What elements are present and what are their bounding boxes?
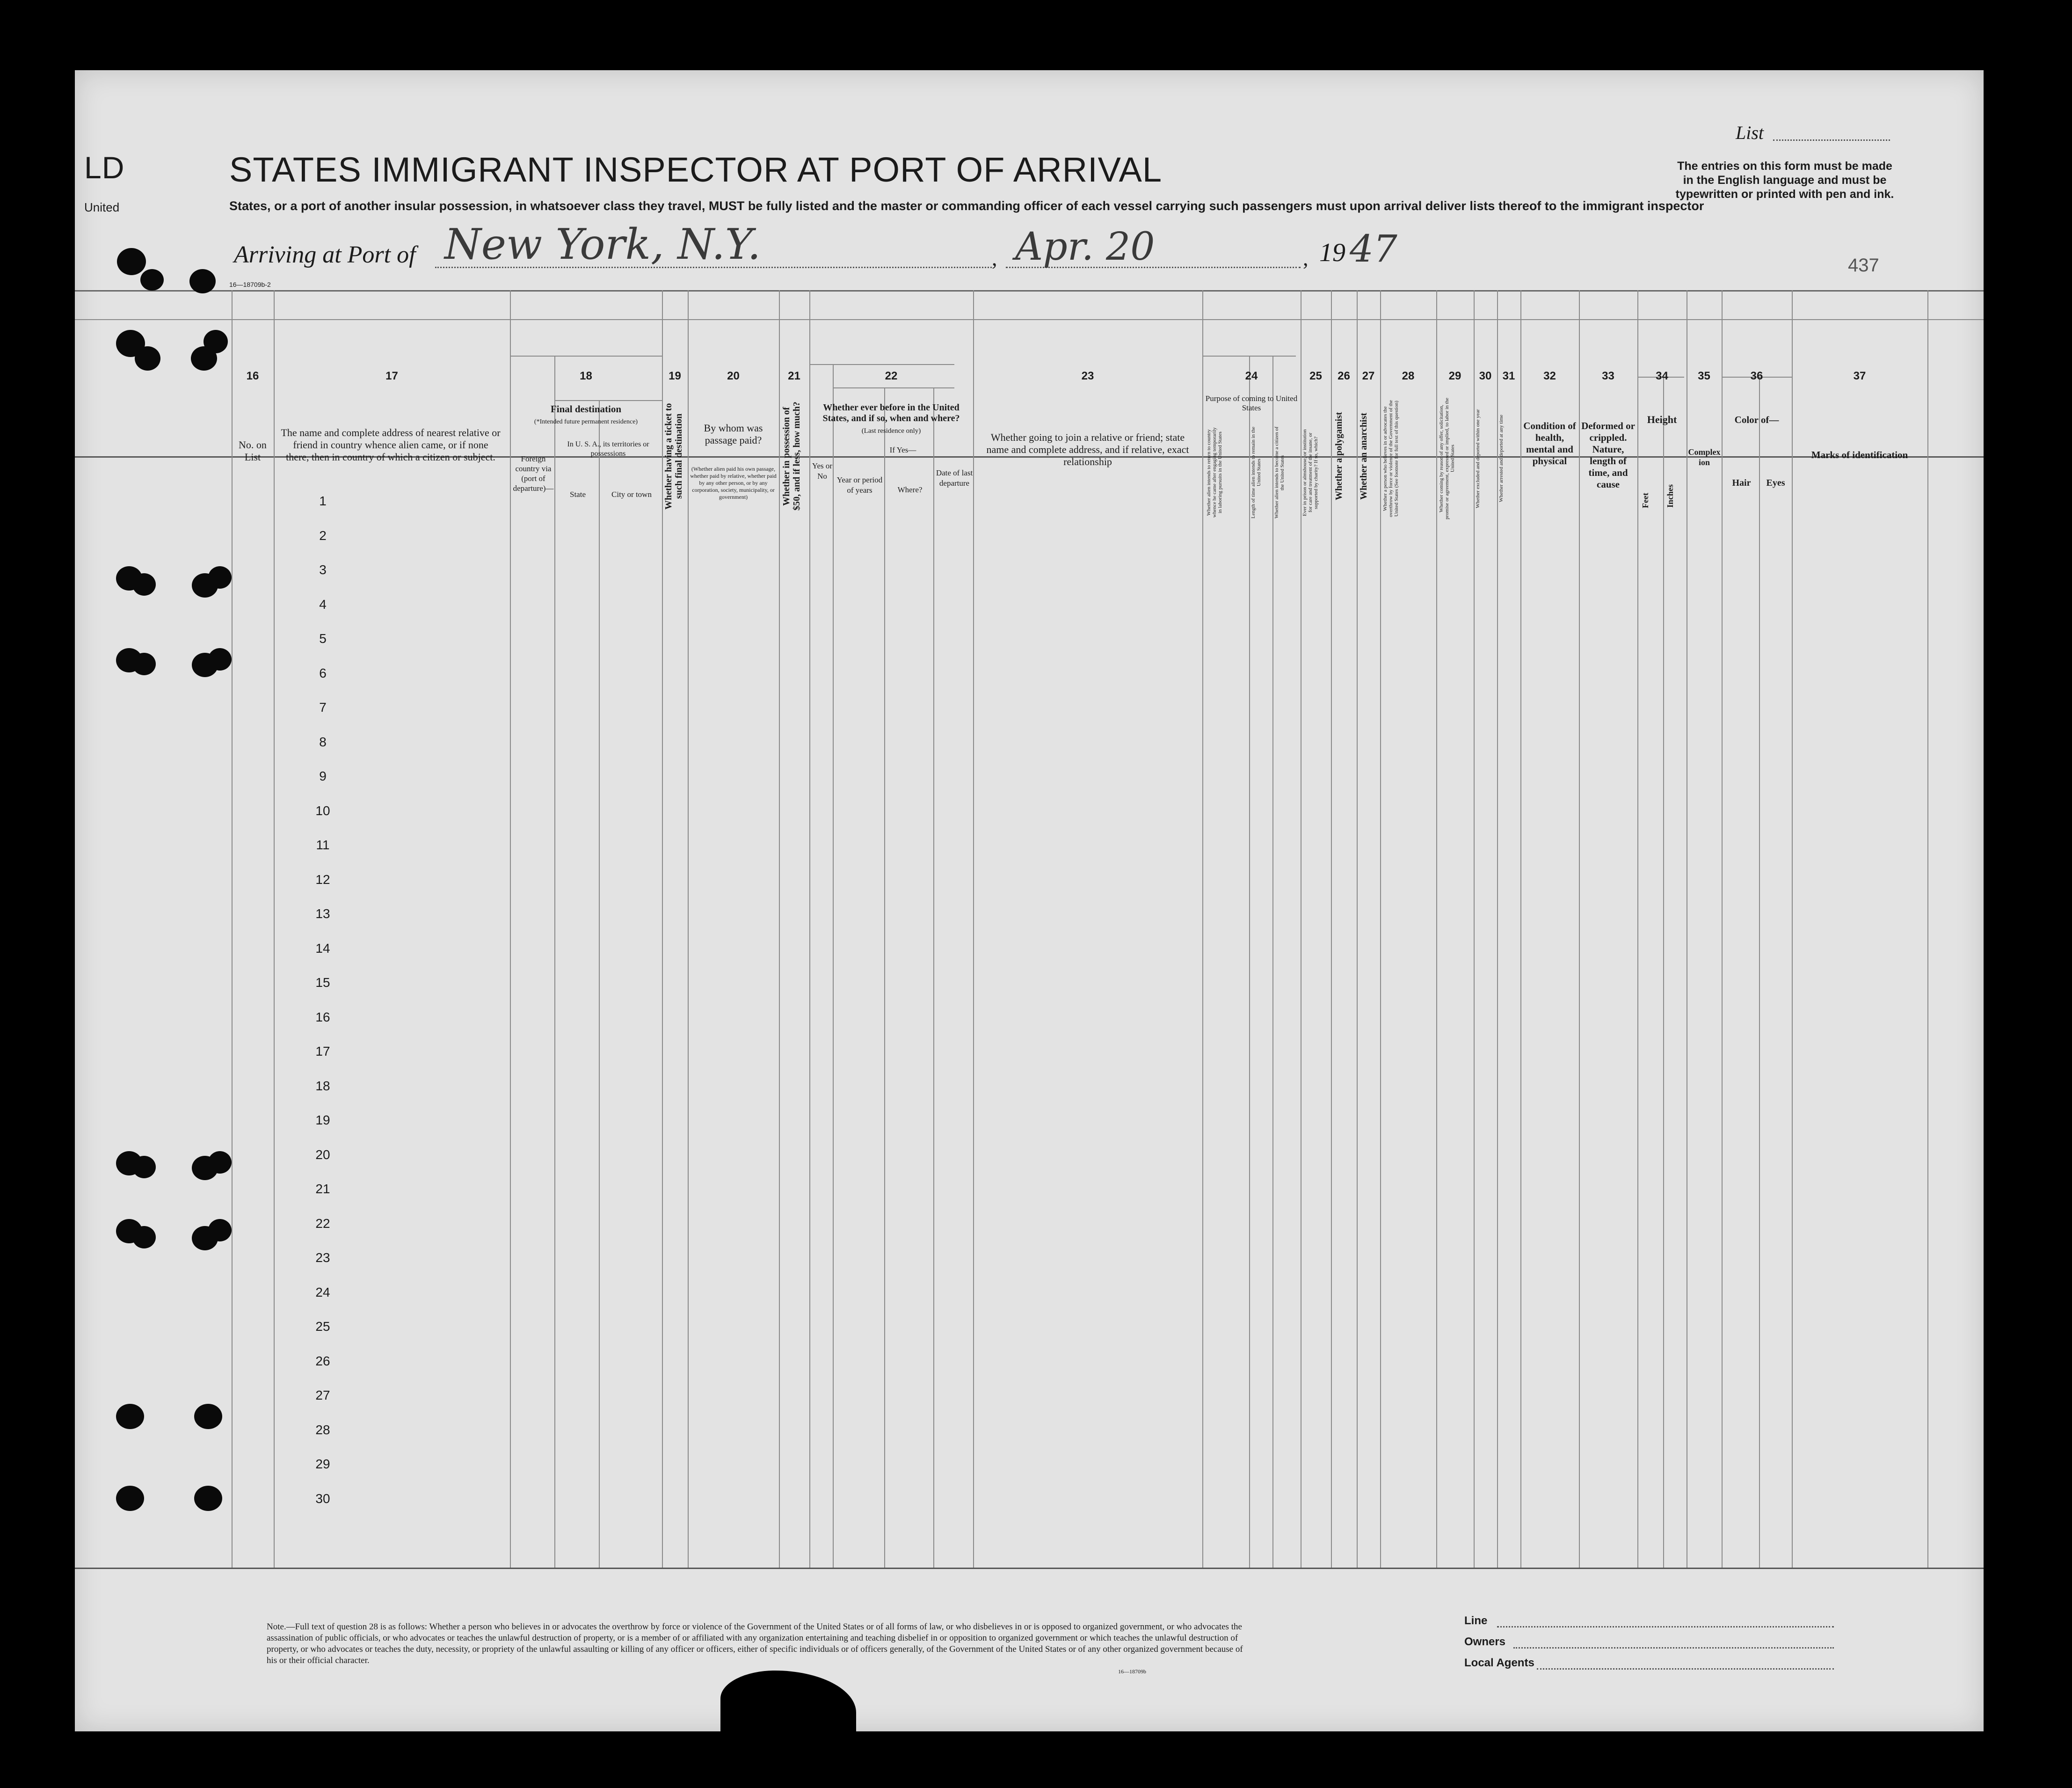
col-35-header: Complexion [1688, 447, 1721, 467]
row-number: 8 [319, 734, 327, 749]
col-18-foreign: Foreign country via (port of departure)— [513, 454, 554, 493]
col-20-header: By whom was passage paid? [704, 422, 763, 446]
col-18-usa: In U. S. A., its territories or possessions [567, 440, 649, 458]
row-number: 18 [315, 1078, 330, 1093]
col-33-header: Deformed or crippled. Nature, length of time, and cause [1581, 420, 1635, 490]
col-border [1357, 290, 1358, 1568]
col-25-header: Ever in prison or almshouse, or institution for care and treatment of the insane, or supported by charity? If so, which? [1302, 429, 1319, 516]
row-number: 1 [319, 494, 327, 508]
col-border [1497, 290, 1498, 1568]
col-16-header: No. on List [239, 439, 267, 463]
row-number: 25 [315, 1319, 330, 1334]
colnum-37: 37 [1853, 370, 1866, 382]
row-number: 13 [315, 906, 330, 921]
col-34-feet: Feet [1641, 493, 1650, 509]
row-number: 22 [315, 1216, 330, 1231]
line-field [1497, 1626, 1834, 1627]
final-dest-rule [510, 356, 662, 357]
col-border [1436, 290, 1437, 1568]
row-number: 16 [315, 1009, 330, 1024]
punch-hole [116, 1486, 144, 1511]
punch-hole [135, 346, 160, 371]
date-handwritten: Apr. 20 [1015, 225, 1155, 269]
usa-rule [554, 400, 662, 401]
punch-hole [208, 1151, 232, 1174]
row-number: 3 [319, 562, 327, 577]
punch-hole [189, 269, 216, 293]
col-border [1272, 356, 1273, 1568]
col-border [1927, 290, 1928, 1568]
col-border [1249, 356, 1250, 1568]
owners-field [1513, 1647, 1834, 1649]
row-number: 24 [315, 1284, 330, 1299]
colnum-20: 20 [727, 370, 740, 382]
col-36-hair: Hair [1732, 478, 1751, 488]
header-left-fragment-2: United [84, 200, 120, 214]
col-34-header: Height [1647, 414, 1677, 425]
col-border [599, 400, 600, 1568]
col-border [688, 290, 689, 1568]
col-border [1331, 290, 1332, 1568]
colnum-17: 17 [385, 370, 398, 382]
punch-hole [194, 1404, 222, 1429]
col-24-sub-c: Whether alien intends to become a citizen of the United States [1274, 426, 1285, 519]
col-18-state: State [570, 490, 586, 499]
header-left-fragment: LD [84, 150, 125, 185]
colnum-36: 36 [1750, 370, 1763, 382]
colnum-16: 16 [246, 370, 259, 382]
col-22-ifyes: If Yes— [889, 445, 916, 454]
col-17-header: The name and complete address of nearest relative or friend in country whence alien came, or if none there, then in country of which a citizen or subject. [281, 427, 501, 463]
arriving-label: Arriving at Port of [234, 241, 416, 268]
col-22-departure: Date of last departure [936, 468, 973, 488]
punch-hole [132, 653, 156, 675]
row-number: 4 [319, 597, 327, 612]
col-27-header: Whether an anarchist [1359, 413, 1369, 500]
col-24-sub-b: Length of time alien intends to remain in the United States [1250, 426, 1262, 519]
col-18-note: (*Intended future permanent residence) [534, 418, 638, 425]
list-number-line [1773, 139, 1890, 141]
row-number: 11 [316, 838, 330, 852]
punch-hole [204, 330, 228, 353]
col-border [779, 290, 780, 1568]
colnum-27: 27 [1362, 370, 1375, 382]
row-number: 23 [315, 1250, 330, 1265]
agents-field [1537, 1668, 1834, 1670]
manifest-page [75, 70, 1984, 1731]
col-22-yesno: Yes or No [812, 461, 833, 481]
col-22-year: Year or period of years [836, 475, 883, 495]
row-number: 6 [319, 665, 327, 680]
line-label: Line [1464, 1614, 1488, 1627]
punch-hole [132, 1226, 156, 1248]
col-24-header: Purpose of coming to United States [1205, 394, 1298, 412]
colnum-19: 19 [669, 370, 681, 382]
colnum-35: 35 [1698, 370, 1710, 382]
row-number: 9 [319, 769, 327, 783]
footnote: Note.—Full text of question 28 is as follows: Whether a person who believes in or advocates the overthrow by force or violence of the Government of the United States or of all forms of law, or who disbelieves in or is opposed to organized government, or who advocates the assassination of public officials, or who advocates or teaches the unlawful destruction of property, or is a member of or affiliated with any organization entertaining and teaching disbelief in or opposition to organized government or which teaches the unlawful destruction of property, or who advocates or teaches the duty, necessity, or propriety of the unlawful assaulting or killing of any officer or officers, either of specific individuals or of officers generally, of the Government of the United States or of any other organized government because of his or their official character. [267, 1622, 1243, 1665]
row-number: 26 [315, 1353, 330, 1368]
col-19-header: Whether having a ticket to such final destination [663, 403, 684, 510]
colnum-28: 28 [1402, 370, 1415, 382]
list-label: List [1736, 122, 1764, 143]
col-border [1579, 290, 1580, 1568]
colnum-24: 24 [1245, 370, 1258, 382]
row-number: 28 [315, 1422, 330, 1437]
col-36-header: Color of— [1734, 414, 1779, 425]
row-number: 19 [315, 1113, 330, 1127]
col-30-header: Whether excluded and deported within one year [1475, 409, 1481, 508]
punch-hole [194, 1486, 222, 1511]
col-37-header: Marks of identification [1811, 449, 1908, 460]
year-prefix: 19 [1319, 238, 1345, 267]
row-number: 2 [319, 528, 327, 543]
form-code: 16—18709b-2 [229, 281, 271, 288]
row-number: 29 [315, 1457, 330, 1471]
punch-hole [208, 648, 232, 671]
col-31-header: Whether arrested and deported at any time [1498, 415, 1504, 503]
row-number: 21 [315, 1182, 330, 1196]
colnum-29: 29 [1448, 370, 1461, 382]
punch-hole [208, 1219, 232, 1241]
punch-hole [132, 1156, 156, 1178]
page-subtitle: States, or a port of another insular possession, in whatsoever class they travel, MUST be fully listed and the master or commanding officer of each vessel carrying such passengers must upon arrival deliver lists thereof to the immigrant inspector [229, 199, 1704, 213]
col-border [662, 290, 663, 1568]
col-32-header: Condition of health, mental and physical [1523, 420, 1576, 467]
table-top-rule [75, 290, 1984, 292]
colnum-31: 31 [1502, 370, 1515, 382]
instructions: The entries on this form must be made in the English language and must be typewritten or printed with pen and ink. [1675, 160, 1894, 201]
col-22-note: (Last residence only) [861, 427, 921, 435]
col-26-header: Whether a polygamist [1334, 412, 1344, 501]
colnum-21: 21 [788, 370, 800, 382]
col-border [973, 290, 974, 1568]
col-23-header: Whether going to join a relative or friend; state name and complete address, and if relative, exact relationship [986, 431, 1189, 467]
col-border [833, 364, 834, 1568]
colnum-32: 32 [1543, 370, 1556, 382]
footnote-code: 16—18709b [1118, 1668, 1146, 1675]
row-number: 30 [315, 1491, 330, 1506]
col-34-inches: Inches [1665, 484, 1675, 508]
col-18-header: Final destination [550, 403, 622, 415]
col-border [232, 290, 233, 1568]
col-border [884, 387, 885, 1568]
col-border [809, 290, 810, 1568]
col-border [1663, 377, 1664, 1568]
col-border [1637, 290, 1638, 1568]
col-border [1202, 290, 1203, 1568]
punch-hole [140, 269, 164, 291]
row-number: 7 [319, 700, 327, 715]
row-number: 12 [315, 872, 330, 887]
punch-hole [132, 573, 156, 596]
agents-label: Local Agents [1464, 1657, 1534, 1669]
col-border [1792, 290, 1793, 1568]
col-border [554, 356, 555, 1568]
col-20-note: (Whether alien paid his own passage, whether paid by relative, whether paid by any other person, or by any corporation, society, municipality, or government) [690, 466, 777, 500]
colnum-22: 22 [885, 370, 898, 382]
colnum-25: 25 [1309, 370, 1322, 382]
row-number: 27 [315, 1388, 330, 1402]
colnum-33: 33 [1602, 370, 1614, 382]
ever-before-rule [809, 364, 954, 365]
col-24-sub-a: Whether alien intends to return to country whence he came after engaging temporarily in laboring pursuits in the United States [1206, 427, 1223, 518]
row-number: 10 [315, 803, 330, 818]
owners-label: Owners [1464, 1635, 1506, 1648]
row-number: 17 [315, 1044, 330, 1058]
row-number: 5 [319, 631, 327, 646]
col-border [1380, 290, 1381, 1568]
comma-2: , [1303, 246, 1309, 270]
colnum-23: 23 [1081, 370, 1094, 382]
col-22-where: Where? [897, 485, 923, 494]
colnum-18: 18 [580, 370, 592, 382]
col-36-eyes: Eyes [1766, 478, 1785, 488]
if-yes-rule [833, 387, 954, 388]
colnum-30: 30 [1479, 370, 1492, 382]
punch-hole [116, 1404, 144, 1429]
page-number: 437 [1848, 255, 1879, 276]
col-18-city: City or town [611, 490, 652, 499]
col-border [1722, 290, 1723, 1568]
punch-hole [117, 248, 146, 275]
column-number-rule [75, 319, 1984, 320]
col-border [510, 290, 511, 1568]
col-29-header: Whether coming by reason of any offer, solicitation, promise or agreement, expressed or implied, to labor in the United States [1439, 398, 1455, 519]
col-28-header: Whether a person who believes in or advocates the overthrow by force or violence of the Government of the United States (See footnote for full text of this question) [1382, 400, 1399, 518]
year-handwritten: 47 [1350, 227, 1397, 270]
col-border [1474, 290, 1475, 1568]
col-border [274, 290, 275, 1568]
col-border [1520, 290, 1521, 1568]
row-number: 15 [315, 975, 330, 990]
torn-edge [720, 1671, 856, 1741]
row-number: 14 [315, 941, 330, 956]
colnum-34: 34 [1656, 370, 1668, 382]
comma-1: , [992, 246, 997, 270]
port-handwritten: New York, N.Y. [444, 220, 761, 269]
col-border [933, 387, 934, 1568]
col-border [1759, 377, 1760, 1568]
col-21-header: Whether in possession of $50, and if less, how much? [781, 401, 802, 511]
col-22-header: Whether ever before in the United States, and if so, when and where? [822, 402, 960, 423]
table-bottom-rule [75, 1568, 1984, 1569]
colnum-26: 26 [1338, 370, 1350, 382]
page-title: STATES IMMIGRANT INSPECTOR AT PORT OF ARRIVAL [229, 150, 1163, 189]
punch-hole [208, 566, 232, 589]
row-number: 20 [315, 1147, 330, 1162]
